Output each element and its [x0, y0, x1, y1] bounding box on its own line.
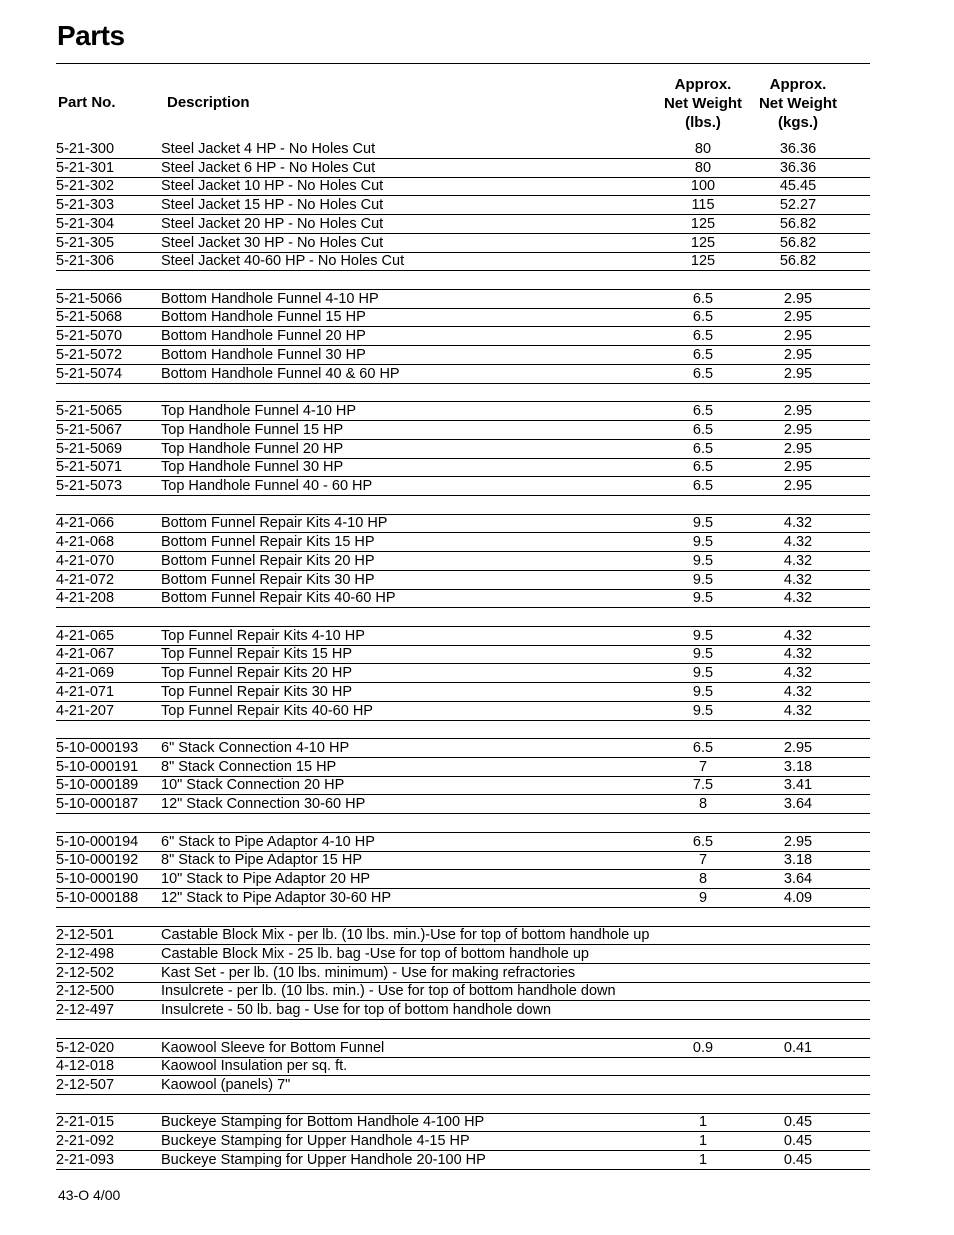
cell-part-no: 2-21-015 [56, 1114, 115, 1131]
cell-weight-kgs: 2.95 [783, 403, 813, 420]
cell-part-no: 5-10-000187 [56, 796, 139, 813]
cell-weight-lbs: 125 [690, 215, 716, 232]
cell-weight-kgs: 4.32 [783, 683, 813, 700]
table-row-spacer [56, 1095, 870, 1114]
header-weight-lbs-line: (lbs.) [685, 114, 721, 131]
cell-description: 6" Stack to Pipe Adaptor 4-10 HP [161, 833, 375, 850]
table-row-spacer [56, 720, 870, 739]
table-row [56, 514, 870, 533]
cell-description: Bottom Handhole Funnel 30 HP [161, 346, 366, 363]
cell-weight-lbs: 6.5 [692, 290, 714, 307]
table-row [56, 664, 870, 683]
cell-description: Kaowool Insulation per sq. ft. [161, 1058, 348, 1075]
cell-weight-lbs: 80 [694, 141, 712, 157]
cell-weight-kgs: 0.45 [783, 1133, 813, 1150]
header-weight-kgs-line: Net Weight [758, 95, 838, 112]
table-row [56, 140, 870, 159]
cell-weight-kgs: 56.82 [779, 215, 817, 232]
cell-weight-lbs: 7 [698, 852, 708, 869]
cell-part-no: 5-21-301 [56, 159, 115, 176]
cell-weight-lbs: 6.5 [692, 440, 714, 457]
table-row [56, 1132, 870, 1151]
header-weight-lbs [655, 75, 751, 132]
cell-weight-kgs: 0.45 [783, 1114, 813, 1131]
cell-weight-kgs: 4.32 [783, 590, 813, 607]
cell-part-no: 2-21-093 [56, 1151, 115, 1168]
cell-weight-kgs: 36.36 [779, 141, 817, 157]
table-row [56, 982, 870, 1001]
cell-part-no: 5-21-5065 [56, 403, 123, 420]
table-row [56, 252, 870, 271]
cell-weight-kgs: 4.32 [783, 515, 813, 532]
table-row [56, 477, 870, 496]
cell-weight-kgs: 2.95 [783, 328, 813, 345]
cell-weight-kgs: 2.95 [783, 833, 813, 850]
cell-description: Insulcrete - per lb. (10 lbs. min.) - Use for top of bottom handhole down [161, 983, 616, 1000]
cell-weight-lbs: 9.5 [692, 665, 714, 682]
header-weight-kgs-line: Approx. [769, 76, 827, 93]
cell-part-no: 5-21-5069 [56, 440, 123, 457]
cell-description: Top Funnel Repair Kits 40-60 HP [161, 702, 373, 719]
cell-part-no: 5-10-000191 [56, 758, 139, 775]
cell-part-no: 2-12-502 [56, 964, 115, 981]
cell-weight-kgs: 2.95 [783, 440, 813, 457]
table-row-spacer [56, 814, 870, 833]
cell-description: Bottom Funnel Repair Kits 20 HP [161, 552, 375, 569]
cell-weight-kgs: 45.45 [779, 178, 817, 195]
table-row-spacer [56, 608, 870, 627]
table-row [56, 571, 870, 590]
header-weight-kgs [750, 75, 846, 132]
cell-part-no: 5-21-5068 [56, 309, 123, 326]
table-row [56, 421, 870, 440]
cell-description: Bottom Funnel Repair Kits 15 HP [161, 534, 375, 551]
cell-part-no: 2-12-498 [56, 945, 115, 962]
cell-description: Top Funnel Repair Kits 15 HP [161, 646, 353, 663]
cell-weight-kgs: 2.95 [783, 290, 813, 307]
cell-part-no: 5-21-5074 [56, 365, 123, 382]
cell-description: Castable Block Mix - 25 lb. bag -Use for top of bottom handhole up [161, 945, 589, 962]
cell-description: Top Handhole Funnel 30 HP [161, 459, 344, 476]
cell-part-no: 4-21-065 [56, 627, 115, 644]
cell-part-no: 5-10-000188 [56, 889, 139, 906]
cell-description: Buckeye Stamping for Upper Handhole 4-15 HP [161, 1133, 470, 1150]
cell-weight-lbs: 9.5 [692, 683, 714, 700]
cell-description: Bottom Handhole Funnel 15 HP [161, 309, 366, 326]
cell-weight-kgs: 2.95 [783, 421, 813, 438]
cell-weight-lbs: 100 [690, 178, 716, 195]
cell-part-no: 2-12-500 [56, 983, 115, 1000]
cell-description: 10" Stack Connection 20 HP [161, 777, 345, 794]
table-row-spacer [56, 383, 870, 402]
table-row [56, 234, 870, 253]
table-row-spacer [56, 908, 870, 927]
cell-weight-lbs: 1 [698, 1114, 708, 1131]
cell-weight-kgs: 3.64 [783, 871, 813, 888]
cell-weight-kgs: 56.82 [779, 234, 817, 251]
cell-part-no: 2-12-501 [56, 927, 115, 944]
cell-description: Bottom Handhole Funnel 20 HP [161, 328, 366, 345]
cell-description: Steel Jacket 6 HP - No Holes Cut [161, 159, 376, 176]
table-row [56, 552, 870, 571]
table-row [56, 402, 870, 421]
cell-part-no: 4-21-070 [56, 552, 115, 569]
table-row [56, 926, 870, 945]
page-title: Parts [57, 20, 125, 51]
cell-weight-kgs: 56.82 [779, 253, 817, 270]
cell-part-no: 5-21-5070 [56, 328, 123, 345]
cell-part-no: 5-10-000193 [56, 740, 139, 757]
cell-description: Steel Jacket 30 HP - No Holes Cut [161, 234, 384, 251]
cell-part-no: 5-21-304 [56, 215, 115, 232]
cell-part-no: 4-21-208 [56, 590, 115, 607]
cell-description: Top Handhole Funnel 4-10 HP [161, 403, 357, 420]
cell-weight-kgs: 2.95 [783, 477, 813, 494]
table-row [56, 215, 870, 234]
table-row [56, 1001, 870, 1020]
cell-description: 10" Stack to Pipe Adaptor 20 HP [161, 871, 371, 888]
cell-weight-kgs: 3.64 [783, 796, 813, 813]
cell-description: 8" Stack to Pipe Adaptor 15 HP [161, 852, 363, 869]
cell-part-no: 2-12-507 [56, 1077, 115, 1093]
cell-weight-kgs: 4.32 [783, 646, 813, 663]
cell-weight-lbs: 6.5 [692, 403, 714, 420]
header-weight-kgs-line: (kgs.) [777, 114, 818, 131]
cell-description: Bottom Funnel Repair Kits 30 HP [161, 571, 375, 588]
cell-part-no: 4-21-067 [56, 646, 115, 663]
cell-part-no: 5-10-000189 [56, 777, 139, 794]
cell-part-no: 5-21-5071 [56, 459, 123, 476]
cell-description: Insulcrete - 50 lb. bag - Use for top of bottom handhole down [161, 1002, 552, 1019]
table-row [56, 1039, 870, 1058]
cell-weight-lbs: 6.5 [692, 365, 714, 382]
table-row [56, 870, 870, 889]
table-row [56, 945, 870, 964]
table-row [56, 533, 870, 552]
cell-part-no: 4-21-068 [56, 534, 115, 551]
cell-part-no: 5-21-303 [56, 197, 115, 214]
cell-part-no: 4-21-072 [56, 571, 115, 588]
cell-description: Top Handhole Funnel 15 HP [161, 421, 344, 438]
cell-description: Steel Jacket 40-60 HP - No Holes Cut [161, 253, 405, 270]
table-row-spacer [56, 271, 870, 290]
cell-part-no: 5-10-000190 [56, 871, 139, 888]
cell-description: Top Funnel Repair Kits 20 HP [161, 665, 353, 682]
header-part-no: Part No. [58, 94, 116, 111]
cell-weight-kgs: 52.27 [779, 197, 817, 214]
table-row [56, 758, 870, 777]
cell-part-no: 4-12-018 [56, 1058, 115, 1075]
table-row [56, 1113, 870, 1132]
header-description: Description [167, 94, 250, 111]
table-row [56, 889, 870, 908]
cell-weight-kgs: 2.95 [783, 740, 813, 757]
table-row [56, 196, 870, 215]
table-row [56, 645, 870, 664]
table-row [56, 365, 870, 384]
cell-part-no: 4-21-207 [56, 702, 115, 719]
cell-description: Top Handhole Funnel 40 - 60 HP [161, 477, 373, 494]
cell-weight-kgs: 3.18 [783, 758, 813, 775]
table-row [56, 683, 870, 702]
cell-description: Bottom Funnel Repair Kits 40-60 HP [161, 590, 396, 607]
cell-part-no: 5-21-5067 [56, 421, 123, 438]
cell-weight-kgs: 2.95 [783, 309, 813, 326]
cell-weight-lbs: 9.5 [692, 571, 714, 588]
cell-weight-kgs: 4.32 [783, 571, 813, 588]
cell-weight-lbs: 6.5 [692, 346, 714, 363]
cell-description: Bottom Funnel Repair Kits 4-10 HP [161, 515, 388, 532]
cell-weight-lbs: 7 [698, 758, 708, 775]
cell-weight-kgs: 4.32 [783, 665, 813, 682]
cell-description: Steel Jacket 20 HP - No Holes Cut [161, 215, 384, 232]
cell-weight-lbs: 6.5 [692, 740, 714, 757]
table-row [56, 308, 870, 327]
table-row [56, 589, 870, 608]
cell-weight-lbs: 6.5 [692, 421, 714, 438]
cell-weight-kgs: 0.41 [783, 1039, 813, 1056]
cell-weight-lbs: 9.5 [692, 627, 714, 644]
table-row [56, 795, 870, 814]
table-row [56, 739, 870, 758]
title-divider [56, 63, 870, 64]
table-row [56, 1076, 870, 1095]
cell-weight-lbs: 6.5 [692, 328, 714, 345]
cell-part-no: 5-21-302 [56, 178, 115, 195]
cell-weight-lbs: 1 [698, 1133, 708, 1150]
cell-weight-kgs: 2.95 [783, 346, 813, 363]
table-row [56, 964, 870, 983]
cell-weight-lbs: 6.5 [692, 833, 714, 850]
cell-description: Steel Jacket 10 HP - No Holes Cut [161, 178, 384, 195]
cell-weight-kgs: 36.36 [779, 159, 817, 176]
table-row [56, 159, 870, 178]
cell-description: Top Funnel Repair Kits 30 HP [161, 683, 353, 700]
cell-description: Buckeye Stamping for Upper Handhole 20-100 HP [161, 1151, 486, 1168]
cell-description: Castable Block Mix - per lb. (10 lbs. min.)-Use for top of bottom handhole up [161, 927, 650, 944]
cell-weight-lbs: 6.5 [692, 309, 714, 326]
cell-weight-lbs: 6.5 [692, 459, 714, 476]
cell-weight-lbs: 7.5 [692, 777, 714, 794]
table-row [56, 1057, 870, 1076]
table-row [56, 327, 870, 346]
table-row [56, 177, 870, 196]
table-row [56, 833, 870, 852]
table-row [56, 458, 870, 477]
cell-weight-kgs: 2.95 [783, 459, 813, 476]
table-row-spacer [56, 496, 870, 515]
header-weight-lbs-line: Net Weight [663, 95, 743, 112]
table-row [56, 702, 870, 721]
table-row [56, 290, 870, 309]
cell-weight-lbs: 9.5 [692, 552, 714, 569]
cell-description: Kaowool (panels) 7" [161, 1077, 291, 1093]
cell-part-no: 5-21-306 [56, 253, 115, 270]
cell-weight-kgs: 4.32 [783, 627, 813, 644]
cell-description: 12" Stack to Pipe Adaptor 30-60 HP [161, 889, 392, 906]
cell-weight-lbs: 9.5 [692, 590, 714, 607]
cell-description: Steel Jacket 15 HP - No Holes Cut [161, 197, 384, 214]
cell-part-no: 2-21-092 [56, 1133, 115, 1150]
cell-description: Steel Jacket 4 HP - No Holes Cut [161, 141, 376, 157]
cell-part-no: 5-21-300 [56, 141, 115, 157]
table-row [56, 440, 870, 459]
cell-description: Kast Set - per lb. (10 lbs. minimum) - Use for making refractories [161, 964, 576, 981]
cell-description: Top Funnel Repair Kits 4-10 HP [161, 627, 365, 644]
cell-weight-lbs: 115 [691, 197, 715, 214]
cell-part-no: 5-10-000194 [56, 833, 139, 850]
cell-weight-lbs: 80 [694, 159, 712, 176]
cell-part-no: 5-21-5073 [56, 477, 123, 494]
cell-weight-kgs: 3.41 [783, 777, 813, 794]
cell-weight-lbs: 125 [690, 253, 716, 270]
cell-description: 6" Stack Connection 4-10 HP [161, 740, 350, 757]
table-row-spacer [56, 1020, 870, 1039]
cell-part-no: 4-21-066 [56, 515, 115, 532]
table-row [56, 776, 870, 795]
cell-part-no: 4-21-069 [56, 665, 115, 682]
header-weight-lbs-line: Approx. [674, 76, 732, 93]
cell-part-no: 5-21-5072 [56, 346, 123, 363]
cell-description: Bottom Handhole Funnel 40 & 60 HP [161, 365, 400, 382]
cell-description: Buckeye Stamping for Bottom Handhole 4-100 HP [161, 1114, 485, 1131]
cell-weight-kgs: 4.32 [783, 702, 813, 719]
cell-weight-kgs: 3.18 [783, 852, 813, 869]
cell-weight-lbs: 8 [698, 871, 708, 888]
cell-weight-kgs: 2.95 [783, 365, 813, 382]
table-row [56, 627, 870, 646]
cell-weight-lbs: 6.5 [692, 477, 714, 494]
cell-weight-kgs: 0.45 [783, 1151, 813, 1168]
cell-weight-lbs: 0.9 [692, 1039, 714, 1056]
cell-part-no: 5-12-020 [56, 1039, 115, 1056]
cell-part-no: 5-21-305 [56, 234, 115, 251]
cell-weight-kgs: 4.32 [783, 552, 813, 569]
cell-weight-lbs: 125 [690, 234, 716, 251]
cell-part-no: 2-12-497 [56, 1002, 115, 1019]
cell-part-no: 4-21-071 [56, 683, 115, 700]
cell-weight-lbs: 1 [698, 1151, 708, 1168]
table-row [56, 1151, 870, 1170]
table-row [56, 851, 870, 870]
cell-description: Top Handhole Funnel 20 HP [161, 440, 344, 457]
cell-weight-kgs: 4.09 [783, 889, 813, 906]
cell-weight-lbs: 8 [698, 796, 708, 813]
cell-weight-lbs: 9.5 [692, 646, 714, 663]
cell-description: 12" Stack Connection 30-60 HP [161, 796, 366, 813]
cell-weight-lbs: 9.5 [692, 702, 714, 719]
cell-part-no: 5-10-000192 [56, 852, 139, 869]
table-row [56, 346, 870, 365]
cell-description: 8" Stack Connection 15 HP [161, 758, 337, 775]
cell-description: Bottom Handhole Funnel 4-10 HP [161, 290, 379, 307]
cell-weight-lbs: 9.5 [692, 515, 714, 532]
cell-weight-lbs: 9 [698, 889, 708, 906]
cell-weight-lbs: 9.5 [692, 534, 714, 551]
cell-weight-kgs: 4.32 [783, 534, 813, 551]
cell-description: Kaowool Sleeve for Bottom Funnel [161, 1039, 385, 1056]
cell-part-no: 5-21-5066 [56, 290, 123, 307]
page-footer: 43-O 4/00 [58, 1187, 121, 1203]
